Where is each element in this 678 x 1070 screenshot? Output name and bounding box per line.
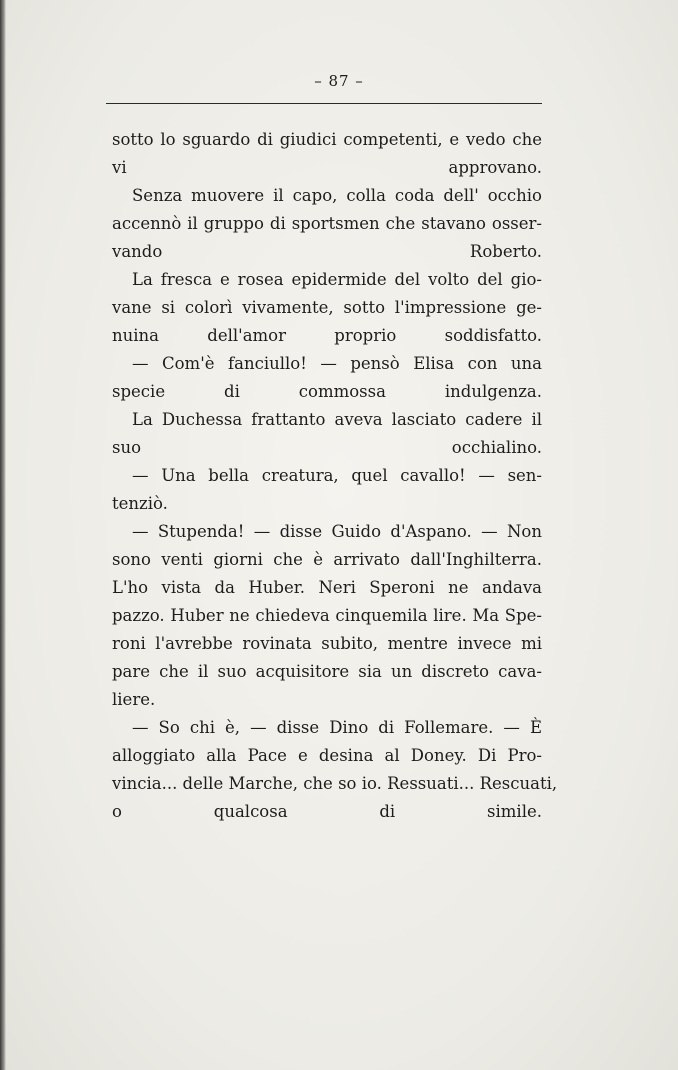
header-rule	[106, 103, 542, 104]
text-line: vane si colorì vivamente, sotto l'impressione ge-	[112, 298, 542, 317]
page-number: – 87 –	[314, 72, 364, 90]
text-line: liere.	[112, 690, 156, 709]
text-line: tenziò.	[112, 494, 168, 513]
text-line: La fresca e rosea epidermide del volto del gio-	[132, 270, 542, 289]
text-line: La Duchessa frattanto aveva lasciato cadere il	[132, 410, 542, 429]
text-line: — So chi è, — disse Dino di Follemare. — È	[132, 718, 542, 737]
text-line: sono venti giorni che è arrivato dall'Inghilterra.	[112, 550, 542, 569]
text-line: L'ho vista da Huber. Neri Speroni ne andava	[112, 578, 542, 597]
text-line: vincia... delle Marche, che so io. Ressuati... Rescuati,	[112, 774, 558, 793]
text-line: — Stupenda! — disse Guido d'Aspano. — Non	[132, 522, 542, 541]
body-text	[112, 126, 558, 826]
text-line: Senza muovere il capo, colla coda dell' occhio	[132, 186, 542, 205]
text-line: suo occhialino.	[112, 438, 542, 457]
text-line: specie di commossa indulgenza.	[112, 382, 542, 401]
text-line: vando Roberto.	[112, 242, 542, 261]
text-line: alloggiato alla Pace e desina al Doney. Di Pro-	[112, 746, 542, 765]
text-line: accennò il gruppo di sportsmen che stavano osser-	[112, 214, 542, 233]
text-line: nuina dell'amor proprio soddisfatto.	[112, 326, 542, 345]
text-line: pazzo. Huber ne chiedeva cinquemila lire. Ma Spe-	[112, 606, 542, 625]
text-line: roni l'avrebbe rovinata subito, mentre invece mi	[112, 634, 542, 653]
text-line: pare che il suo acquisitore sia un discreto cava-	[112, 662, 542, 681]
text-line: — Una bella creatura, quel cavallo! — sen-	[132, 466, 542, 485]
text-line: sotto lo sguardo di giudici competenti, e vedo che	[112, 130, 542, 149]
text-line: vi approvano.	[112, 158, 542, 177]
text-line: — Com'è fanciullo! — pensò Elisa con una	[132, 354, 542, 373]
text-line: o qualcosa di simile.	[112, 802, 542, 821]
page-binding-edge	[0, 0, 6, 1070]
